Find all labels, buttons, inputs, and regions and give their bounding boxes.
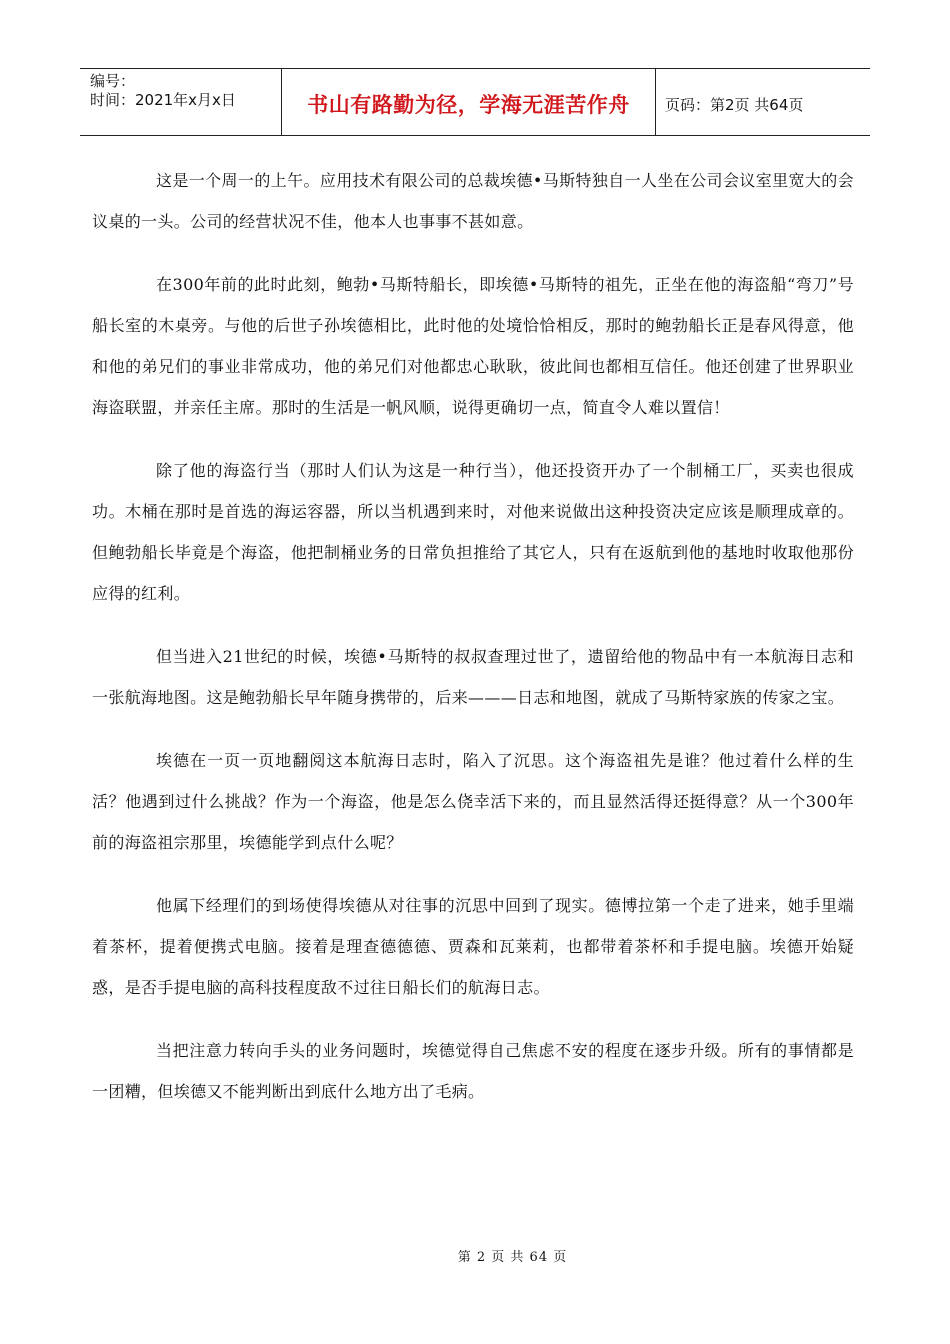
page-footer xyxy=(0,1246,950,1265)
document-header xyxy=(80,68,870,136)
date-label: 时间：2021年x月x日 xyxy=(90,91,236,109)
page-number-label: 页码：第2页 共64页 xyxy=(665,95,804,114)
paragraph: 除了他的海盗行当（那时人们认为这是一种行当），他还投资开办了一个制桶工厂，买卖也很成功。木桶在那时是首选的海运容器，所以当机遇到来时，对他来说做出这种投资决定应该是顺理成章的。但鲍勃船长毕竟是个海盗，他把制桶业务的日常负担推给了其它人，只有在返航到他的基地时收取他那份应得的红利。 xyxy=(92,461,854,603)
paragraph: 埃德在一页一页地翻阅这本航海日志时，陷入了沉思。这个海盗祖先是谁？他过着什么样的生活？他遇到过什么挑战？作为一个海盗，他是怎么侥幸活下来的，而且显然活得还挺得意？从一个300年前的海盗祖宗那里，埃德能学到点什么呢？ xyxy=(92,751,854,852)
paragraph: 当把注意力转向手头的业务问题时，埃德觉得自己焦虑不安的程度在逐步升级。所有的事情都是一团糟，但埃德又不能判断出到底什么地方出了毛病。 xyxy=(92,1041,854,1101)
paragraph: 但当进入21世纪的时候，埃德•马斯特的叔叔查理过世了，遗留给他的物品中有一本航海日志和一张航海地图。这是鲍勃船长早年随身携带的，后来———日志和地图，就成了马斯特家族的传家之宝。 xyxy=(92,647,854,707)
document-body xyxy=(92,160,854,1134)
footer-page-number: 第 2 页 共 64 页 xyxy=(457,1250,568,1265)
header-motto-cell xyxy=(282,69,656,135)
paragraph: 他属下经理们的到场使得埃德从对往事的沉思中回到了现实。德博拉第一个走了进来，她手里端着茶杯，提着便携式电脑。接着是理查德德德、贾森和瓦莱莉，也都带着茶杯和手提电脑。埃德开始疑惑，是否手提电脑的高科技程度敌不过往日船长们的航海日志。 xyxy=(92,896,854,997)
paragraph: 在300年前的此时此刻，鲍勃•马斯特船长，即埃德•马斯特的祖先，正坐在他的海盗船“弯刀”号船长室的木桌旁。与他的后世子孙埃德相比，此时他的处境恰恰相反，那时的鲍勃船长正是春风得意，他和他的弟兄们的事业非常成功，他的弟兄们对他都忠心耿耿，彼此间也都相互信任。他还创建了世界职业海盗联盟，并亲任主席。那时的生活是一帆风顺，说得更确切一点，简直令人难以置信！ xyxy=(92,275,854,417)
header-page-cell xyxy=(656,69,870,135)
paragraph: 这是一个周一的上午。应用技术有限公司的总裁埃德•马斯特独自一人坐在公司会议室里宽大的会议桌的一头。公司的经营状况不佳，他本人也事事不甚如意。 xyxy=(92,171,854,231)
header-info-cell xyxy=(80,69,282,135)
serial-number-label: 编号： xyxy=(90,72,136,90)
motto-text: 书山有路勤为径，学海无涯苦作舟 xyxy=(307,93,630,117)
